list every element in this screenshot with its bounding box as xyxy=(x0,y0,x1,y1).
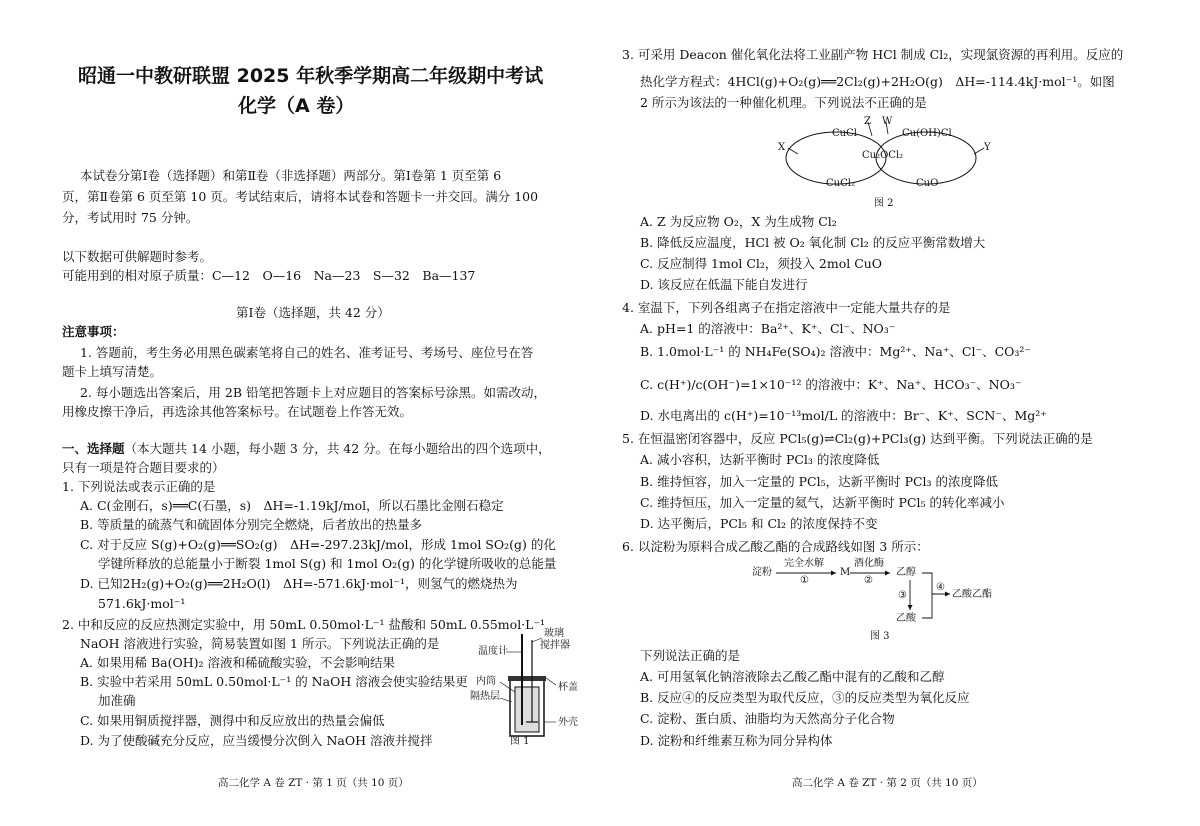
left-footer: 高二化学 A 卷 ZT · 第 1 页（共 10 页） xyxy=(218,777,409,789)
q3-option-a: A. Z 为反应物 O₂，X 为生成物 Cl₂ xyxy=(640,214,837,229)
q5-stem: 5. 在恒温密闭容器中，反应 PCl₅(g)⇌Cl₂(g)+PCl₃(g) 达到平衡。下列说法正确的是 xyxy=(622,431,1093,446)
fig1-stirrer-label-1: 玻璃 xyxy=(544,628,564,639)
q1-option-c: C. 对于反应 S(g)+O₂(g)══SO₂(g) ΔH=-297.23kJ/mol，形成 1mol SO₂(g) 的化 xyxy=(80,537,556,552)
right-footer: 高二化学 A 卷 ZT · 第 2 页（共 10 页） xyxy=(792,777,983,789)
fig3-hydrolysis: 完全水解 xyxy=(784,558,824,569)
q3-option-b: B. 降低反应温度，HCl 被 O₂ 氧化制 Cl₂ 的反应平衡常数增大 xyxy=(640,235,986,250)
fig2-cucl: CuCl xyxy=(832,128,857,139)
q4-stem: 4. 室温下，下列各组离子在指定溶液中一定能大量共存的是 xyxy=(622,300,951,315)
q3-option-c: C. 反应制得 1mol Cl₂，须投入 2mol CuO xyxy=(640,256,883,271)
figure-2-mechanism xyxy=(776,116,996,212)
fig2-Y: Y xyxy=(984,142,991,153)
intro-line-2: 页，第Ⅱ卷第 6 页至第 10 页。考试结束后，请将本试卷和答题卡一并交回。满分 100 xyxy=(62,189,539,204)
q1-option-a: A. C(金刚石，s)══C(石墨，s) ΔH=-1.19kJ/mol，所以石墨比金刚石稳定 xyxy=(80,498,504,513)
q6-sub-stem: 下列说法正确的是 xyxy=(640,648,741,663)
fig3-step2: ② xyxy=(864,575,873,586)
fig1-shell-label: 外壳 xyxy=(558,717,578,728)
fig3-M: M xyxy=(840,567,851,578)
q4-option-d: D. 水电离出的 c(H⁺)=10⁻¹³mol/L 的溶液中：Br⁻、K⁺、SCN⁻、Mg²⁺ xyxy=(640,408,1047,423)
fig1-insulation-label: 隔热层 xyxy=(470,691,500,702)
fig1-lid-label: 杯盖 xyxy=(558,682,578,693)
q6-option-d: D. 淀粉和纤维素互称为同分异构体 xyxy=(640,733,833,748)
fig3-caption: 图 3 xyxy=(870,631,890,642)
mc-heading-bold: 一、选择题 xyxy=(62,441,125,456)
fig2-X: X xyxy=(778,142,786,153)
intro-line-1: 本试卷分第Ⅰ卷（选择题）和第Ⅱ卷（非选择题）两部分。第Ⅰ卷第 1 页至第 6 xyxy=(80,168,502,183)
fig2-cuohcl: Cu(OH)Cl xyxy=(902,128,952,139)
note-line-2: 题卡上填写清楚。 xyxy=(62,364,163,379)
right-page xyxy=(600,0,1200,826)
fig2-Z: Z xyxy=(864,116,871,127)
fig3-enzyme: 酒化酶 xyxy=(854,558,884,569)
atomic-mass-text: 可能用到的相对原子质量：C—12 O—16 Na—23 S—32 Ba—137 xyxy=(62,268,476,283)
fig1-inner-label: 内筒 xyxy=(476,676,496,687)
fig1-stirrer-label-2: 搅拌器 xyxy=(540,640,570,651)
q5-option-d: D. 达平衡后，PCl₅ 和 Cl₂ 的浓度保持不变 xyxy=(640,516,878,531)
q2-option-c: C. 如果用铜质搅拌器，测得中和反应放出的热量会偏低 xyxy=(80,713,385,728)
q6-stem: 6. 以淀粉为原料合成乙酸乙酯的合成路线如图 3 所示： xyxy=(622,539,929,554)
q6-option-a: A. 可用氢氧化钠溶液除去乙酸乙酯中混有的乙酸和乙醇 xyxy=(640,669,945,684)
q3-stem: 3. 可采用 Deacon 催化氧化法将工业副产物 HCl 制成 Cl₂，实现氯资源的再利用。反应的 xyxy=(622,47,1124,62)
q5-option-b: B. 维持恒容，加入一定量的 PCl₅，达新平衡时 PCl₃ 的浓度降低 xyxy=(640,474,999,489)
intro-line-3: 分，考试用时 75 分钟。 xyxy=(62,210,199,225)
fig3-starch: 淀粉 xyxy=(752,567,772,578)
q1-option-d-cont: 571.6kJ·mol⁻¹ xyxy=(98,596,186,611)
q2-stem-cont: NaOH 溶液进行实验，简易装置如图 1 所示。下列说法正确的是 xyxy=(80,636,440,651)
note-line-4: 用橡皮擦干净后，再选涂其他答案标号。在试题卷上作答无效。 xyxy=(62,404,413,419)
note-line-1: 1. 答题前，考生务必用黑色碳素笔将自己的姓名、准考证号、考场号、座位号在答 xyxy=(80,345,534,360)
fig2-cu2ocl2: Cu₂OCl₂ xyxy=(862,150,904,161)
q2-option-b-cont: 加准确 xyxy=(98,693,136,708)
q1-option-d: D. 已知2H₂(g)+O₂(g)══2H₂O(l) ΔH=-571.6kJ·mol⁻¹，则氢气的燃烧热为 xyxy=(80,576,518,591)
q4-option-b: B. 1.0mol·L⁻¹ 的 NH₄Fe(SO₄)₂ 溶液中：Mg²⁺、Na⁺、Cl⁻、CO₃²⁻ xyxy=(640,344,1032,359)
q4-option-a: A. pH=1 的溶液中：Ba²⁺、K⁺、Cl⁻、NO₃⁻ xyxy=(640,321,896,336)
fig1-caption: 图 1 xyxy=(510,736,530,747)
note-line-3: 2. 每小题选出答案后，用 2B 铅笔把答题卡上对应题目的答案标号涂黑。如需改动， xyxy=(80,385,546,400)
fig3-step4: ④ xyxy=(936,582,945,593)
q5-option-a: A. 减小容积，达新平衡时 PCl₃ 的浓度降低 xyxy=(640,452,880,467)
q2-option-a: A. 如果用稀 Ba(OH)₂ 溶液和稀硫酸实验，不会影响结果 xyxy=(80,655,395,670)
section-title: 第Ⅰ卷（选择题，共 42 分） xyxy=(236,305,390,320)
fig3-ethanol: 乙醇 xyxy=(896,567,916,578)
q2-option-b: B. 实验中若采用 50mL 0.50mol·L⁻¹ 的 NaOH 溶液会使实验结果更 xyxy=(80,674,468,689)
mc-heading-2: 只有一项是符合题目要求的） xyxy=(62,460,225,475)
fig2-caption: 图 2 xyxy=(874,198,894,209)
fig1-thermometer-label: 温度计 xyxy=(478,646,508,657)
q5-option-c: C. 维持恒压，加入一定量的氦气，达新平衡时 PCl₅ 的转化率减小 xyxy=(640,495,1005,510)
fig3-step3: ③ xyxy=(898,590,907,601)
figure-3-route xyxy=(750,558,1010,644)
q2-stem: 2. 中和反应的反应热测定实验中，用 50mL 0.50mol·L⁻¹ 盐酸和 50mL 0.55mol·L⁻¹ xyxy=(62,617,546,632)
ref-data-text: 以下数据可供解题时参考。 xyxy=(62,249,213,264)
fig3-acid: 乙酸 xyxy=(896,613,916,624)
mc-heading-rest: （本大题共 14 小题，每小题 3 分，共 42 分。在每小题给出的四个选项中， xyxy=(124,441,551,456)
q1-option-c-cont: 学键所释放的总能量小于断裂 1mol S(g) 和 1mol O₂(g) 的化学键所吸收的总能量 xyxy=(98,556,557,571)
figure-1-calorimeter xyxy=(470,630,595,750)
mc-heading xyxy=(62,441,551,457)
fig2-cucl2: CuCl₂ xyxy=(826,178,855,189)
fig2-W: W xyxy=(882,116,893,127)
fig3-step1: ① xyxy=(800,575,809,586)
q3-stem-cont-1: 热化学方程式：4HCl(g)+O₂(g)══2Cl₂(g)+2H₂O(g) ΔH=-114.4kJ·mol⁻¹。如图 xyxy=(640,74,1115,89)
q2-option-d: D. 为了使酸碱充分反应，应当缓慢分次倒入 NaOH 溶液并搅拌 xyxy=(80,733,433,748)
q3-option-d: D. 该反应在低温下能自发进行 xyxy=(640,277,808,292)
fig2-cuo: CuO xyxy=(916,178,939,189)
q6-option-c: C. 淀粉、蛋白质、油脂均为天然高分子化合物 xyxy=(640,711,895,726)
exam-title: 昭通一中教研联盟 2025 年秋季学期高二年级期中考试 xyxy=(78,65,544,87)
exam-subtitle: 化学（A 卷） xyxy=(238,95,355,117)
q3-stem-cont-2: 2 所示为该法的一种催化机理。下列说法不正确的是 xyxy=(640,95,927,110)
q4-option-c: C. c(H⁺)/c(OH⁻)=1×10⁻¹² 的溶液中：K⁺、Na⁺、HCO₃⁻、NO₃⁻ xyxy=(640,377,1022,392)
q1-option-b: B. 等质量的硫蒸气和硫固体分别完全燃烧，后者放出的热量多 xyxy=(80,517,423,532)
notes-title: 注意事项： xyxy=(62,324,125,339)
fig3-ester: 乙酸乙酯 xyxy=(952,589,992,600)
q1-stem: 1. 下列说法或表示正确的是 xyxy=(62,479,216,494)
q6-option-b: B. 反应④的反应类型为取代反应，③的反应类型为氧化反应 xyxy=(640,690,970,705)
